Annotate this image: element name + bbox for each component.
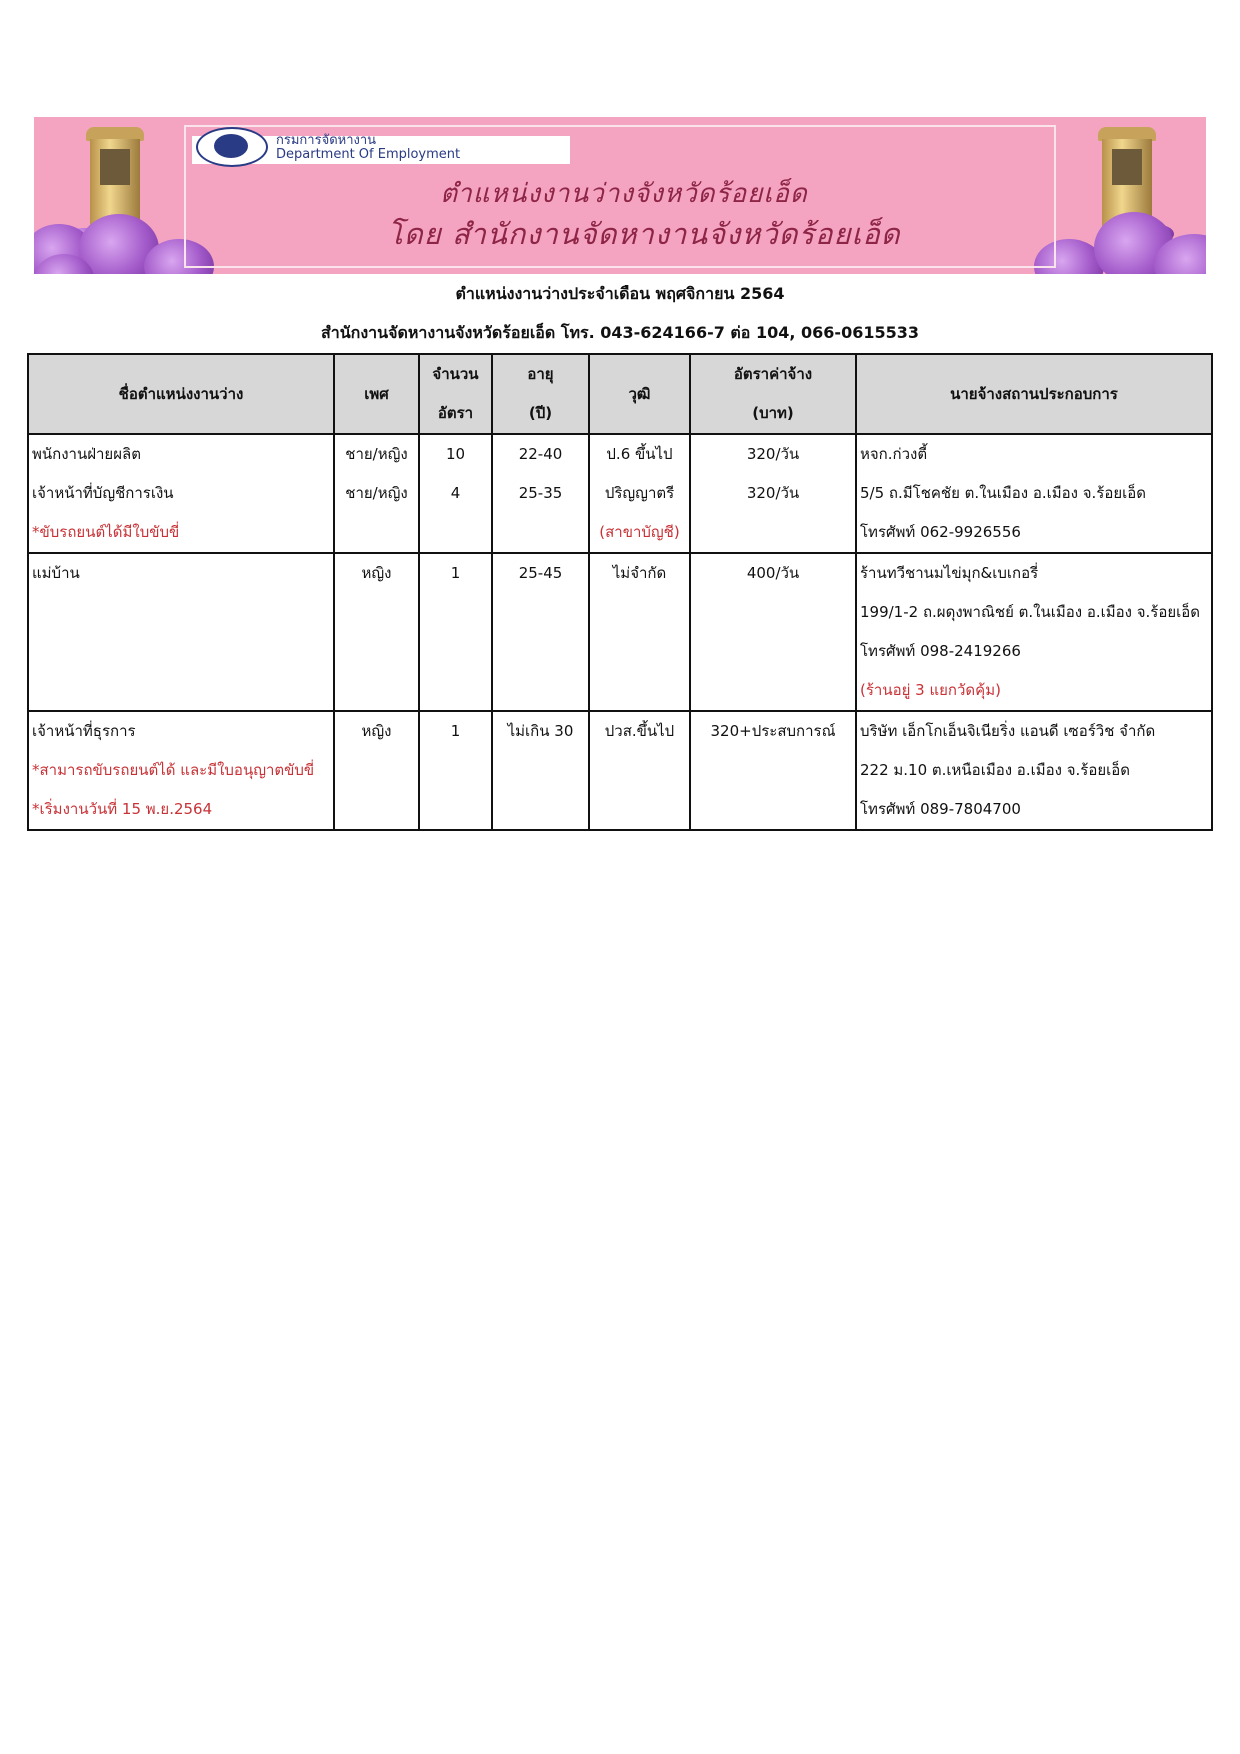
cell-sex — [334, 434, 419, 553]
header-education: วุฒิ — [589, 354, 690, 434]
cell-count-line: 1 — [450, 722, 461, 740]
cell-position-line: เจ้าหน้าที่บัญชีการเงิน — [32, 484, 174, 502]
cell-position-line: เจ้าหน้าที่ธุรการ — [32, 722, 136, 740]
cell-wage — [690, 553, 856, 711]
cell-employer — [856, 711, 1212, 830]
table-row — [28, 434, 1212, 553]
cell-wage — [690, 711, 856, 830]
cell-age — [492, 553, 589, 711]
government-seal-icon — [196, 127, 268, 167]
cell-employer-line: บริษัท เอ็กโกเอ็นจิเนียริ่ง แอนดี เซอร์วิช จำกัด — [860, 722, 1156, 740]
header-banner — [34, 117, 1206, 274]
cell-employer-line: ร้านทวีชานมไข่มุก&เบเกอรี่ — [860, 564, 1039, 582]
cell-age-line: ไม่เกิน 30 — [507, 722, 574, 740]
cell-position — [28, 434, 334, 553]
cell-employer-line: 222 ม.10 ต.เหนือเมือง อ.เมือง จ.ร้อยเอ็ด — [860, 761, 1130, 779]
cell-position-line: แม่บ้าน — [32, 564, 80, 582]
cell-count-line: 1 — [450, 564, 461, 582]
cell-age-line: 25-35 — [518, 484, 563, 502]
cell-count-line: 4 — [450, 484, 461, 502]
cell-position-line: *ขับรถยนต์ได้มีใบขับขี่ — [32, 523, 180, 541]
cell-employer-line: โทรศัพท์ 062-9926556 — [860, 523, 1021, 541]
cell-position — [28, 711, 334, 830]
cell-education — [589, 434, 690, 553]
cell-employer-line: โทรศัพท์ 098-2419266 — [860, 642, 1021, 660]
table-row — [28, 553, 1212, 711]
logo-text-thai: กรมการจัดหางาน — [276, 133, 377, 148]
cell-position-line: พนักงานฝ่ายผลิต — [32, 445, 141, 463]
cell-sex-line: ชาย/หญิง — [345, 445, 408, 463]
cell-count-line: 10 — [445, 445, 466, 463]
cell-sex-line: หญิง — [361, 564, 392, 582]
cell-education-line: (สาขาบัญชี) — [599, 523, 680, 541]
cell-count — [419, 711, 492, 830]
cell-employer — [856, 434, 1212, 553]
cell-education-line: ปริญญาตรี — [604, 484, 675, 502]
document-subtitle: สำนักงานจัดหางานจังหวัดร้อยเอ็ด โทร. 043-624166-7 ต่อ 104, 066-0615533 — [320, 323, 919, 342]
cell-employer-line: (ร้านอยู่ 3 แยกวัดคุ้ม) — [860, 681, 1001, 699]
cell-count — [419, 553, 492, 711]
cell-age — [492, 434, 589, 553]
cell-wage — [690, 434, 856, 553]
cell-education — [589, 711, 690, 830]
cell-employer-line: 199/1-2 ถ.ผดุงพาณิชย์ ต.ในเมือง อ.เมือง จ.ร้อยเอ็ด — [860, 603, 1201, 621]
header-employer: นายจ้างสถานประกอบการ — [856, 354, 1212, 434]
cell-count — [419, 434, 492, 553]
cell-position-line: *สามารถขับรถยนต์ได้ และมีใบอนุญาตขับขี่ — [32, 761, 315, 779]
cell-education-line: ไม่จำกัด — [612, 564, 667, 582]
cell-age-line: 25-45 — [518, 564, 563, 582]
document-title: ตำแหน่งงานว่างประจำเดือน พฤศจิกายน 2564 — [455, 284, 785, 303]
cell-education — [589, 553, 690, 711]
cell-wage-line: 320/วัน — [746, 484, 800, 502]
cell-wage-line: 400/วัน — [746, 564, 800, 582]
cell-wage-line: 320+ประสบการณ์ — [710, 722, 836, 740]
table-header-row — [28, 354, 1212, 434]
banner-title-line2: โดย สำนักงานจัดหางานจังหวัดร้อยเอ็ด — [387, 217, 901, 251]
job-vacancy-table — [27, 353, 1213, 831]
cell-employer-line: หจก.ก่วงตี้ — [860, 445, 928, 463]
header-wage: อัตราค่าจ้าง (บาท) — [690, 354, 856, 434]
cell-education-line: ป.6 ขึ้นไป — [606, 445, 673, 463]
cell-employer-line: โทรศัพท์ 089-7804700 — [860, 800, 1021, 818]
banner-title-line1: ตำแหน่งงานว่างจังหวัดร้อยเอ็ด — [440, 179, 808, 209]
cell-wage-line: 320/วัน — [746, 445, 800, 463]
cell-sex-line: หญิง — [361, 722, 392, 740]
cell-sex-line: ชาย/หญิง — [345, 484, 408, 502]
header-count: จำนวน อัตรา — [419, 354, 492, 434]
cell-age-line: 22-40 — [518, 445, 563, 463]
cell-age — [492, 711, 589, 830]
logo-text-english: Department Of Employment — [276, 147, 461, 162]
cell-sex — [334, 553, 419, 711]
cell-education-line: ปวส.ขึ้นไป — [604, 722, 675, 740]
cell-position-line: *เริ่มงานวันที่ 15 พ.ย.2564 — [32, 800, 213, 818]
header-age: อายุ (ปี) — [492, 354, 589, 434]
cell-position — [28, 553, 334, 711]
cell-employer — [856, 553, 1212, 711]
header-position: ชื่อตำแหน่งงานว่าง — [28, 354, 334, 434]
table-row — [28, 711, 1212, 830]
header-sex: เพศ — [334, 354, 419, 434]
cell-employer-line: 5/5 ถ.มีโชคชัย ต.ในเมือง อ.เมือง จ.ร้อยเอ็ด — [860, 484, 1147, 502]
cell-sex — [334, 711, 419, 830]
